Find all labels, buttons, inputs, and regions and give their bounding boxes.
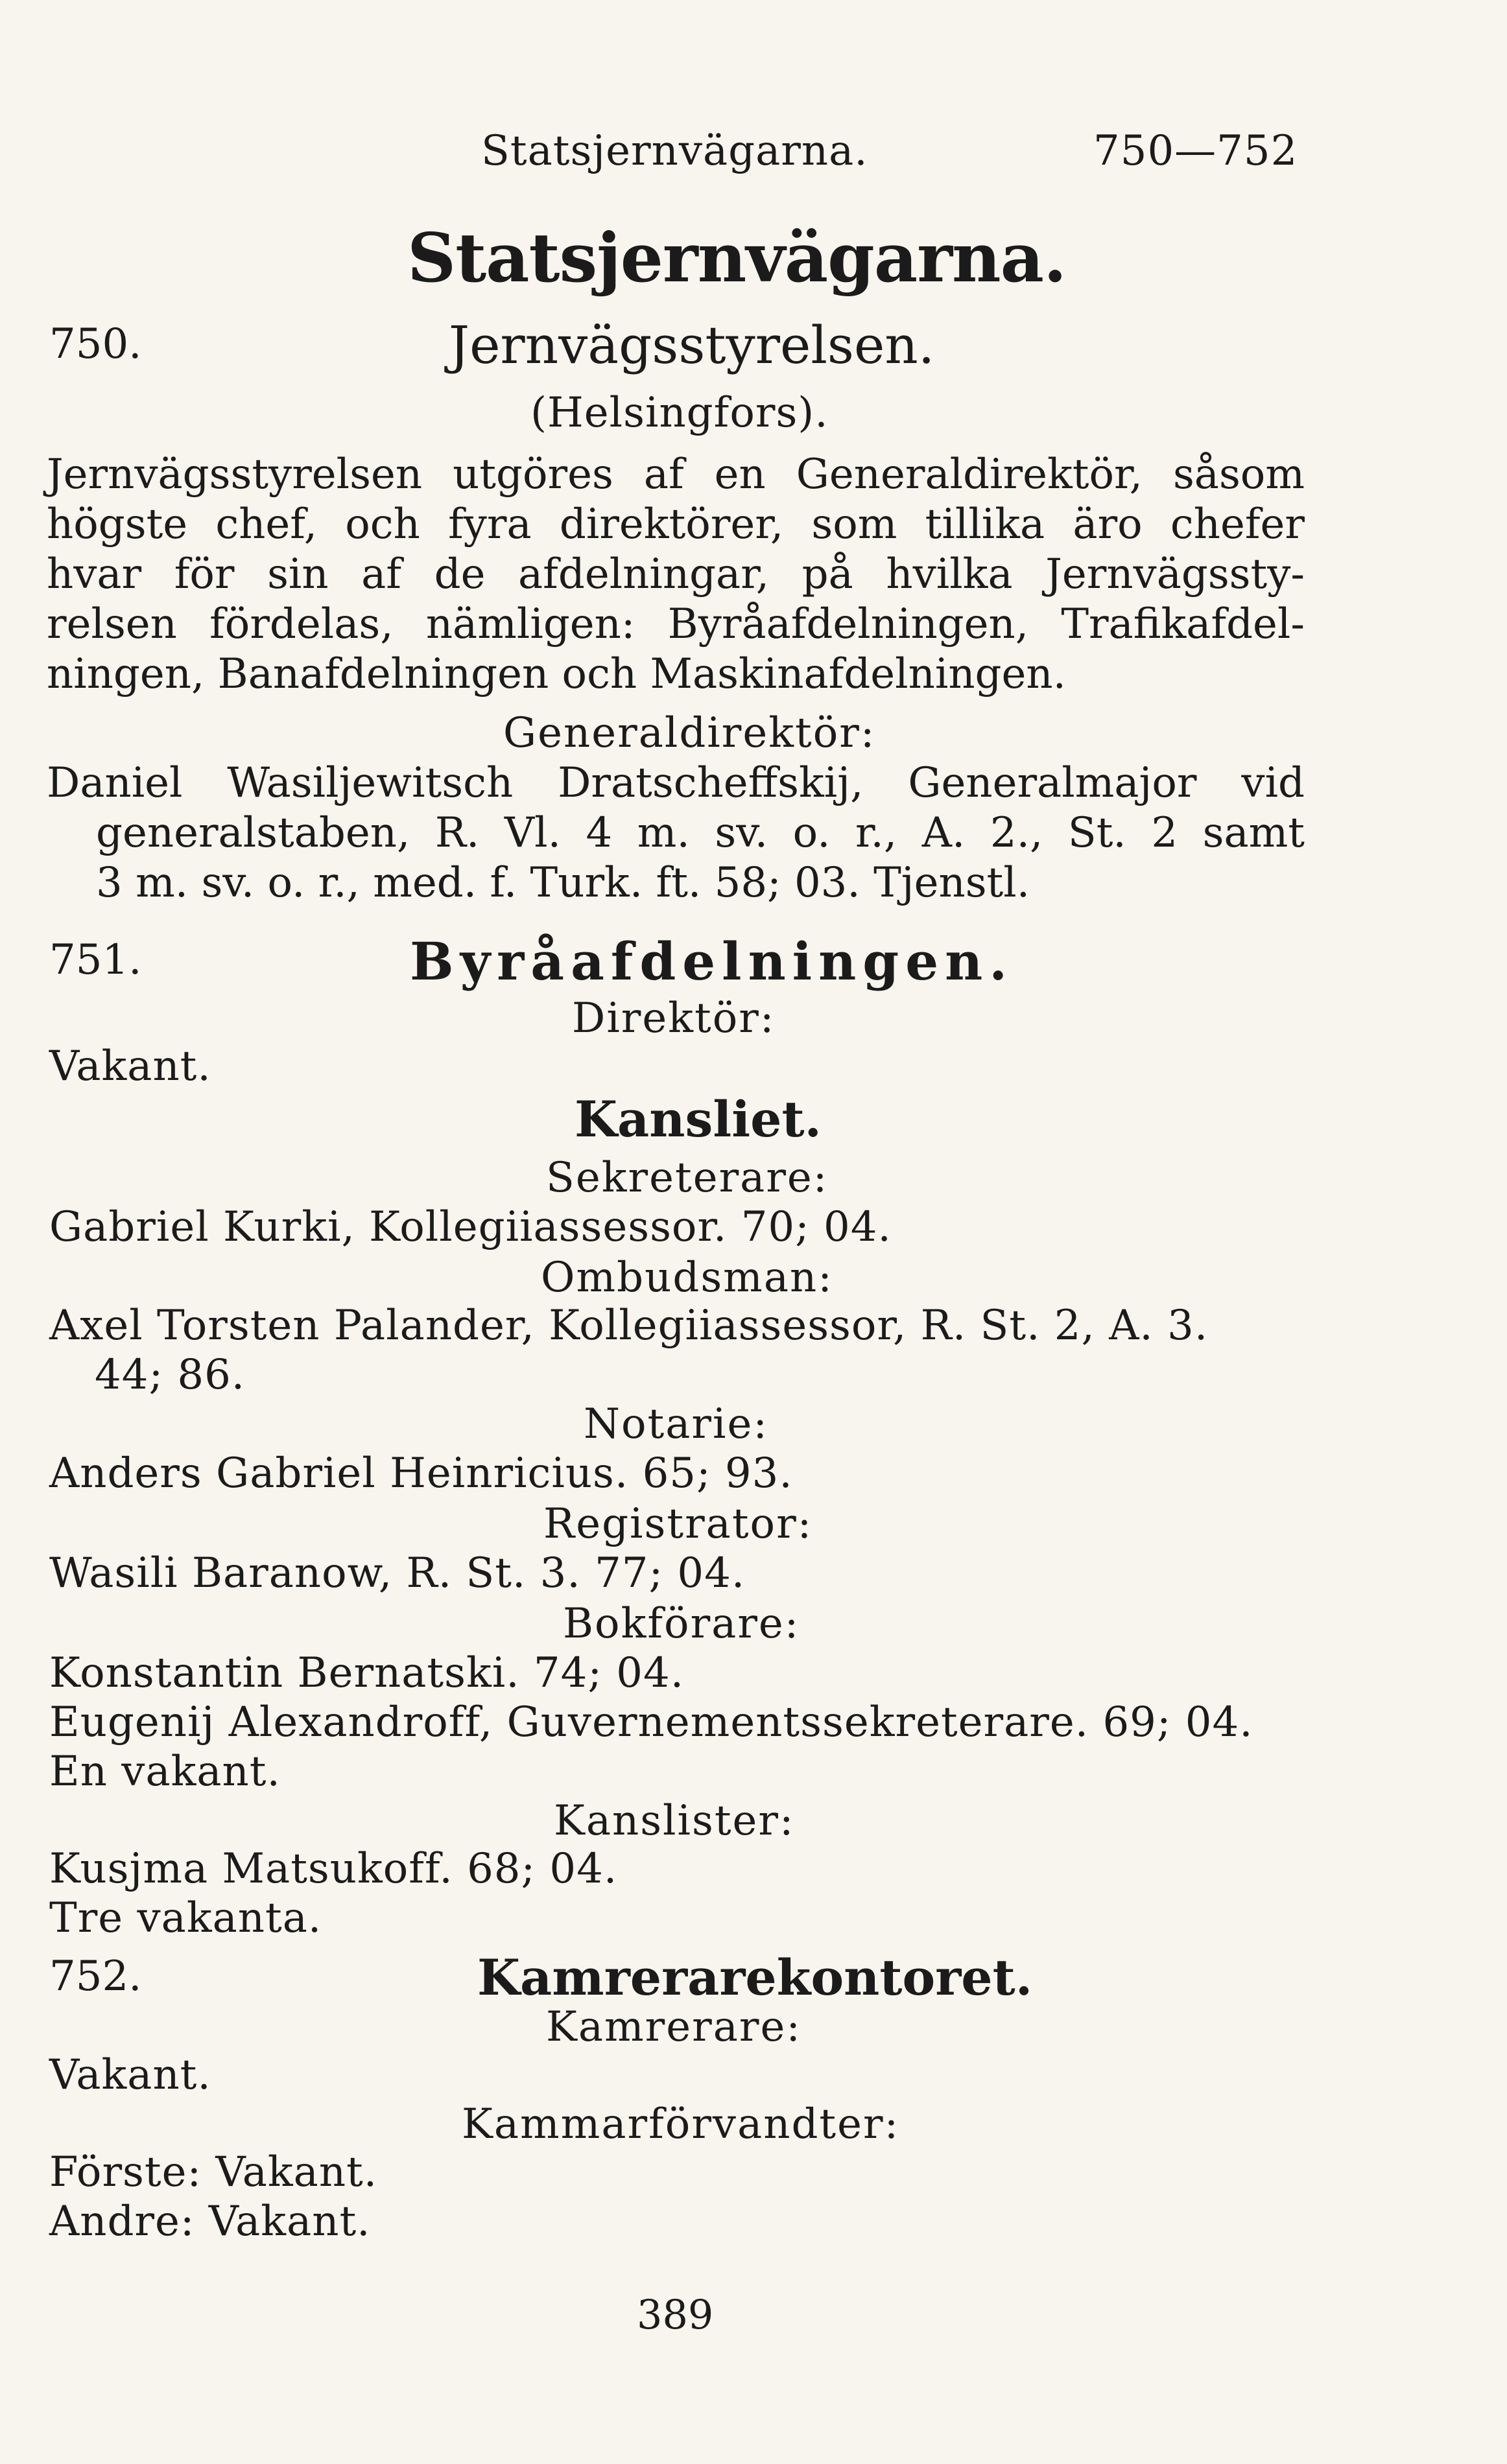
role-registrator: Registrator: <box>543 1500 813 1548</box>
entry-line: generalstaben, R. Vl. 4 m. sv. o. r., A. 2., St. 2 samt <box>96 809 1305 857</box>
intro-paragraph <box>47 450 1305 699</box>
section-title-byraafdelningen: Byråafdelningen. <box>410 931 1014 992</box>
section-number-750: 750. <box>49 320 142 368</box>
generaldirektor-entry <box>47 758 1305 908</box>
main-title: Statsjernvägarna. <box>407 218 1067 298</box>
section-subtitle-helsingfors: (Helsingfors). <box>530 389 829 437</box>
notarie-entry: Anders Gabriel Heinricius. 65; 93. <box>49 1449 793 1497</box>
registrator-entry: Wasili Baranow, R. St. 3. 77; 04. <box>49 1549 746 1597</box>
page-range: 750—752 <box>1093 127 1298 175</box>
paragraph-line: Jernvägsstyrelsen utgöres af en Generaldirektör, såsom <box>47 451 1305 499</box>
sekreterare-entry: Gabriel Kurki, Kollegiiassessor. 70; 04. <box>49 1203 892 1251</box>
direktor-value: Vakant. <box>49 1042 211 1090</box>
kanslister-entry: Tre vakanta. <box>49 1894 322 1942</box>
andre-entry: Andre: Vakant. <box>49 2198 371 2246</box>
entry-line: 3 m. sv. o. r., med. f. Turk. ft. 58; 03. Tjenstl. <box>96 859 1030 907</box>
role-direktor: Direktör: <box>572 994 776 1042</box>
bokforare-entry: Konstantin Bernatski. 74; 04. <box>49 1649 685 1697</box>
section-number-751: 751. <box>49 936 142 984</box>
bokforare-entry: Eugenij Alexandroff, Guvernementssekreterare. 69; 04. <box>49 1698 1253 1746</box>
role-bokforare: Bokförare: <box>563 1600 800 1648</box>
section-title-kamrerarekontoret: Kamrerarekontoret. <box>477 1949 1033 2006</box>
running-title: Statsjernvägarna. <box>481 127 868 175</box>
ombudsman-entry-cont: 44; 86. <box>95 1351 246 1399</box>
ombudsman-entry: Axel Torsten Palander, Kollegiiassessor, R. St. 2, A. 3. <box>49 1302 1209 1350</box>
role-kamrerare: Kamrerare: <box>546 2003 801 2051</box>
section-number-752: 752. <box>49 1953 142 2001</box>
paragraph-line: hvar för sin af de afdelningar, på hvilka Jernvägssty- <box>47 550 1305 598</box>
role-ombudsman: Ombudsman: <box>541 1254 833 1302</box>
entry-line: Daniel Wasiljewitsch Dratscheffskij, Generalmajor vid <box>47 759 1305 807</box>
section-title-jernvagsstyrelsen: Jernvägsstyrelsen. <box>449 315 935 375</box>
page-number: 389 <box>637 2291 714 2338</box>
paragraph-line: relsen fördelas, nämligen: Byråafdelningen, Trafikafdel- <box>47 600 1305 648</box>
bokforare-entry: En vakant. <box>49 1748 281 1796</box>
role-generaldirektor: Generaldirektör: <box>503 709 876 757</box>
kamrerare-value: Vakant. <box>49 2051 211 2099</box>
role-kammarforvandter: Kammarförvandter: <box>462 2100 900 2148</box>
forste-entry: Förste: Vakant. <box>49 2148 378 2196</box>
kanslister-entry: Kusjma Matsukoff. 68; 04. <box>49 1845 618 1893</box>
role-sekreterare: Sekreterare: <box>546 1154 829 1202</box>
role-kanslister: Kanslister: <box>554 1797 795 1845</box>
paragraph-line: högste chef, och fyra direktörer, som tillika äro chefer <box>47 500 1305 548</box>
paragraph-line: ningen, Banafdelningen och Maskinafdelningen. <box>47 650 1066 698</box>
subsection-kansliet: Kansliet. <box>575 1090 822 1148</box>
role-notarie: Notarie: <box>584 1400 768 1448</box>
